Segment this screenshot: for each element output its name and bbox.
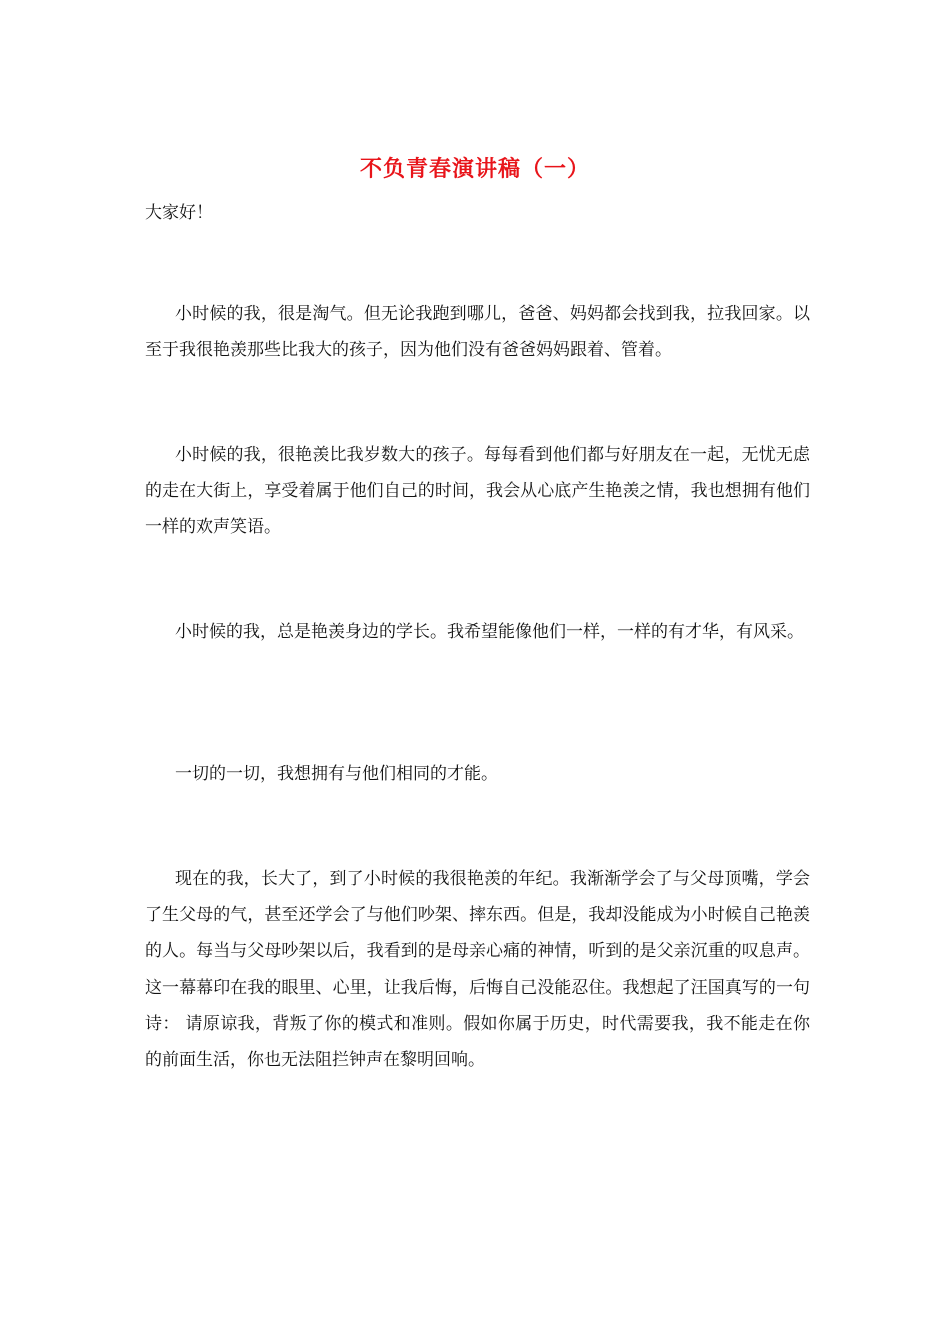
document-title: 不负青春演讲稿（一） (359, 156, 590, 182)
paragraph-3: 小时候的我，总是艳羡身边的学长。我希望能像他们一样，一样的有才华，有风采。 (175, 622, 804, 642)
greeting-line: 大家好！ (145, 203, 213, 223)
paragraph-1: 小时候的我，很是淘气。但无论我跑到哪儿，爸爸、妈妈都会找到我，拉我回家。以至于我很艳羡那些比我大的孩子，因为他们没有爸爸妈妈跟着、管着。 (145, 304, 810, 360)
paragraph-5: 现在的我，长大了，到了小时候的我很艳羡的年纪。我渐渐学会了与父母顶嘴，学会了生父母的气，甚至还学会了与他们吵架、摔东西。但是，我却没能成为小时候自己艳羡的人。每当与父母吵架以后，我看到的是母亲心痛的神情，听到的是父亲沉重的叹息声。这一幕幕印在我的眼里、心里，让我后悔，后悔自己没能忍住。我想起了汪国真写的一句诗： 请原谅我，背叛了你的模式和准则。假如你属于历史，时代需要我，我不能走在你的前面生活，你也无法阻拦钟声在黎明回响。 (145, 869, 810, 1071)
paragraph-4: 一切的一切，我想拥有与他们相同的才能。 (175, 764, 498, 784)
paragraph-2: 小时候的我，很艳羡比我岁数大的孩子。每每看到他们都与好朋友在一起，无忧无虑的走在大街上，享受着属于他们自己的时间，我会从心底产生艳羡之情，我也想拥有他们一样的欢声笑语。 (145, 445, 810, 537)
